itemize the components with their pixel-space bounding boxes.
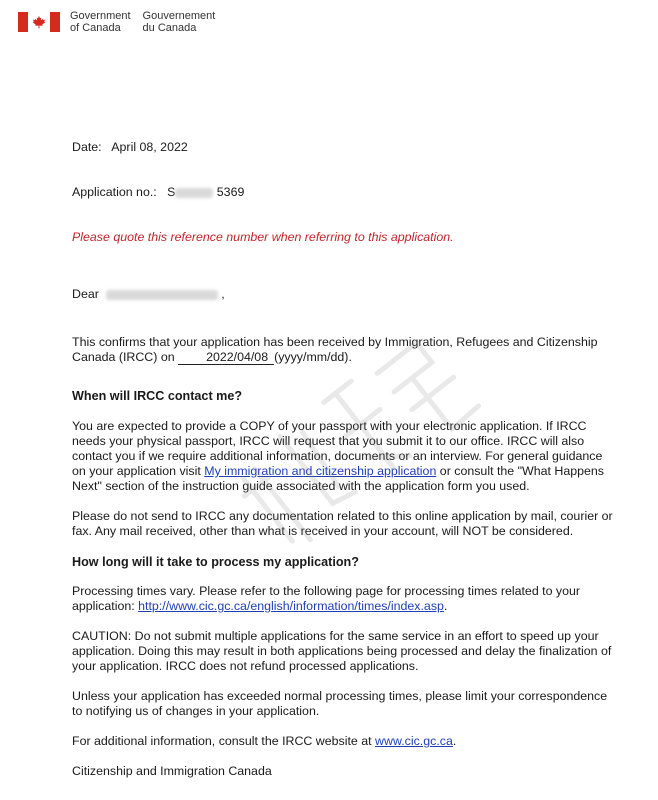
gov-en-line1: Government: [70, 10, 131, 22]
salutation-line: Dear ,: [72, 287, 225, 301]
contact-text-1: You are expected to provide a COPY of your passport with your electronic application. If IRCC needs your physical passport, IRCC will request that you submit it to our office. IRCC will also contact you if we require additional information, documents or an interview. For general guidance on your application visit: [72, 419, 603, 478]
website-after: .: [452, 734, 457, 748]
ircc-website-link[interactable]: www.cic.gc.ca: [375, 734, 453, 748]
application-label: Application no.:: [72, 185, 157, 199]
date-label: Date:: [72, 140, 102, 154]
dear-label: Dear: [72, 287, 99, 301]
immigration-application-link[interactable]: My immigration and citizenship application: [204, 464, 437, 478]
processing-times-link[interactable]: http://www.cic.gc.ca/english/information/times/index.asp: [138, 599, 444, 613]
gov-en-line2: of Canada: [70, 22, 121, 34]
gov-fr-line1: Gouvernement: [142, 10, 216, 22]
contact-paragraph: [72, 419, 617, 494]
process-after: .: [443, 599, 448, 613]
confirmation-paragraph: [72, 335, 617, 365]
government-wordmark: [70, 10, 227, 34]
heading-process: How long will it take to process my application?: [72, 555, 359, 569]
gov-fr-line2: du Canada: [142, 22, 197, 34]
caution-paragraph: CAUTION: Do not submit multiple applications for the same service in an effort to speed up your application. Doing this may result in both applications being processed and delay the finalization of your application. IRCC does not refund processed applications.: [72, 629, 612, 673]
process-paragraph: [72, 584, 617, 614]
contact-text-2: or consult the "What Happens Next" section of the instruction guide associated with the application form you used.: [72, 464, 604, 493]
redacted-name: [106, 290, 218, 300]
confirm-text-2: (yyyy/mm/dd).: [274, 350, 352, 364]
application-suffix: 5369: [216, 185, 245, 199]
mail-paragraph: Please do not send to IRCC any documentation related to this online application by mail, courier or fax. Any mail received, other than what is received in your account, will NOT be considered.: [72, 509, 613, 538]
heading-contact: When will IRCC contact me?: [72, 389, 243, 403]
quote-notice: Please quote this reference number when referring to this application.: [72, 230, 454, 244]
application-number-line: [72, 185, 617, 200]
additional-text: For additional information, consult the IRCC website at: [72, 734, 372, 748]
government-header: [18, 10, 227, 34]
unless-paragraph: Unless your application has exceeded normal processing times, please limit your correspondence to notifying us of changes in your application.: [72, 689, 608, 718]
received-date: 2022/04/08: [178, 351, 274, 365]
confirm-text-1: This confirms that your application has been received by Immigration, Refugees and Citizenship Canada (IRCC) on: [72, 335, 598, 364]
application-prefix: S: [167, 185, 176, 199]
date-value: April 08, 2022: [111, 140, 188, 154]
redacted-application-digits: [175, 188, 213, 198]
process-text: Processing times vary. Please refer to the following page for processing times related to your application:: [72, 584, 581, 613]
maple-leaf-icon: [32, 15, 46, 29]
canada-flag-icon: [18, 12, 60, 32]
signature: Citizenship and Immigration Canada: [72, 764, 272, 778]
date-line: [72, 140, 617, 155]
additional-info-paragraph: [72, 734, 617, 749]
